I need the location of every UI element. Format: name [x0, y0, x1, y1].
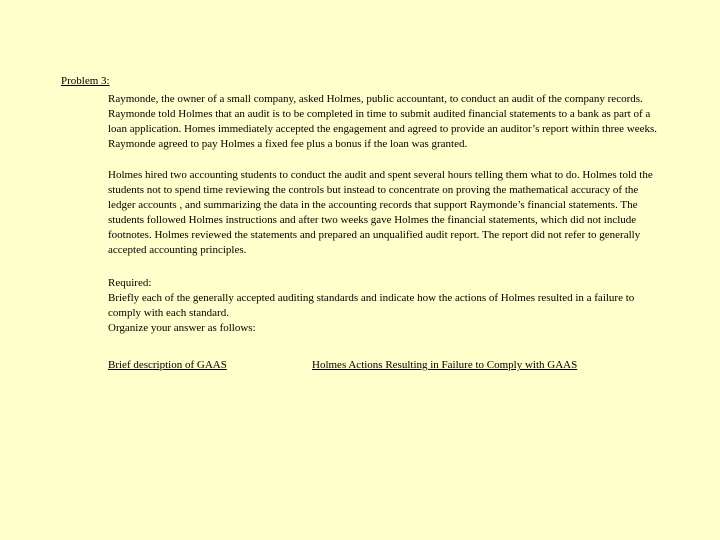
problem-paragraph-1	[108, 92, 660, 152]
answer-column-headers	[108, 358, 668, 374]
required-instruction: Briefly each of the generally accepted auditing standards and indicate how the actions of Holmes resulted in a failure to comply with each standard.	[108, 292, 635, 320]
paragraph-text: Holmes hired two accounting students to conduct the audit and spent several hours telling them what to do. Holmes told the students not to spend time reviewing the controls but instead to concentrate on proving the mathematical accuracy of the ledger accounts , and summarizing the data in the accounting records that support Raymonde’s financial statements. The students followed Holmes instructions and after two weeks gave Holmes the financial statements, which did not include footnotes. Holmes reviewed the statements and prepared an unqualified audit report. The report did not refer to generally accepted accounting principles.	[108, 169, 653, 257]
paragraph-text: Raymonde, the owner of a small company, asked Holmes, public accountant, to conduct an audit of the company records. Raymonde told Holmes that an audit is to be completed in time to submit audited financial statements to a bank as part of a loan application. Homes immediately accepted the engagement and agreed to provide an auditor’s report within three weeks. Raymonde agreed to pay Holmes a fixed fee plus a bonus if the loan was granted.	[108, 93, 657, 151]
required-label: Required:	[108, 277, 152, 289]
column-header-holmes-actions: Holmes Actions Resulting in Failure to Comply with GAAS	[312, 359, 578, 371]
column-header-gaas-description: Brief description of GAAS	[108, 359, 227, 371]
required-section	[108, 276, 660, 336]
problem-paragraph-2	[108, 168, 660, 259]
problem-title: Problem 3:	[61, 75, 110, 87]
organize-instruction: Organize your answer as follows:	[108, 322, 256, 335]
